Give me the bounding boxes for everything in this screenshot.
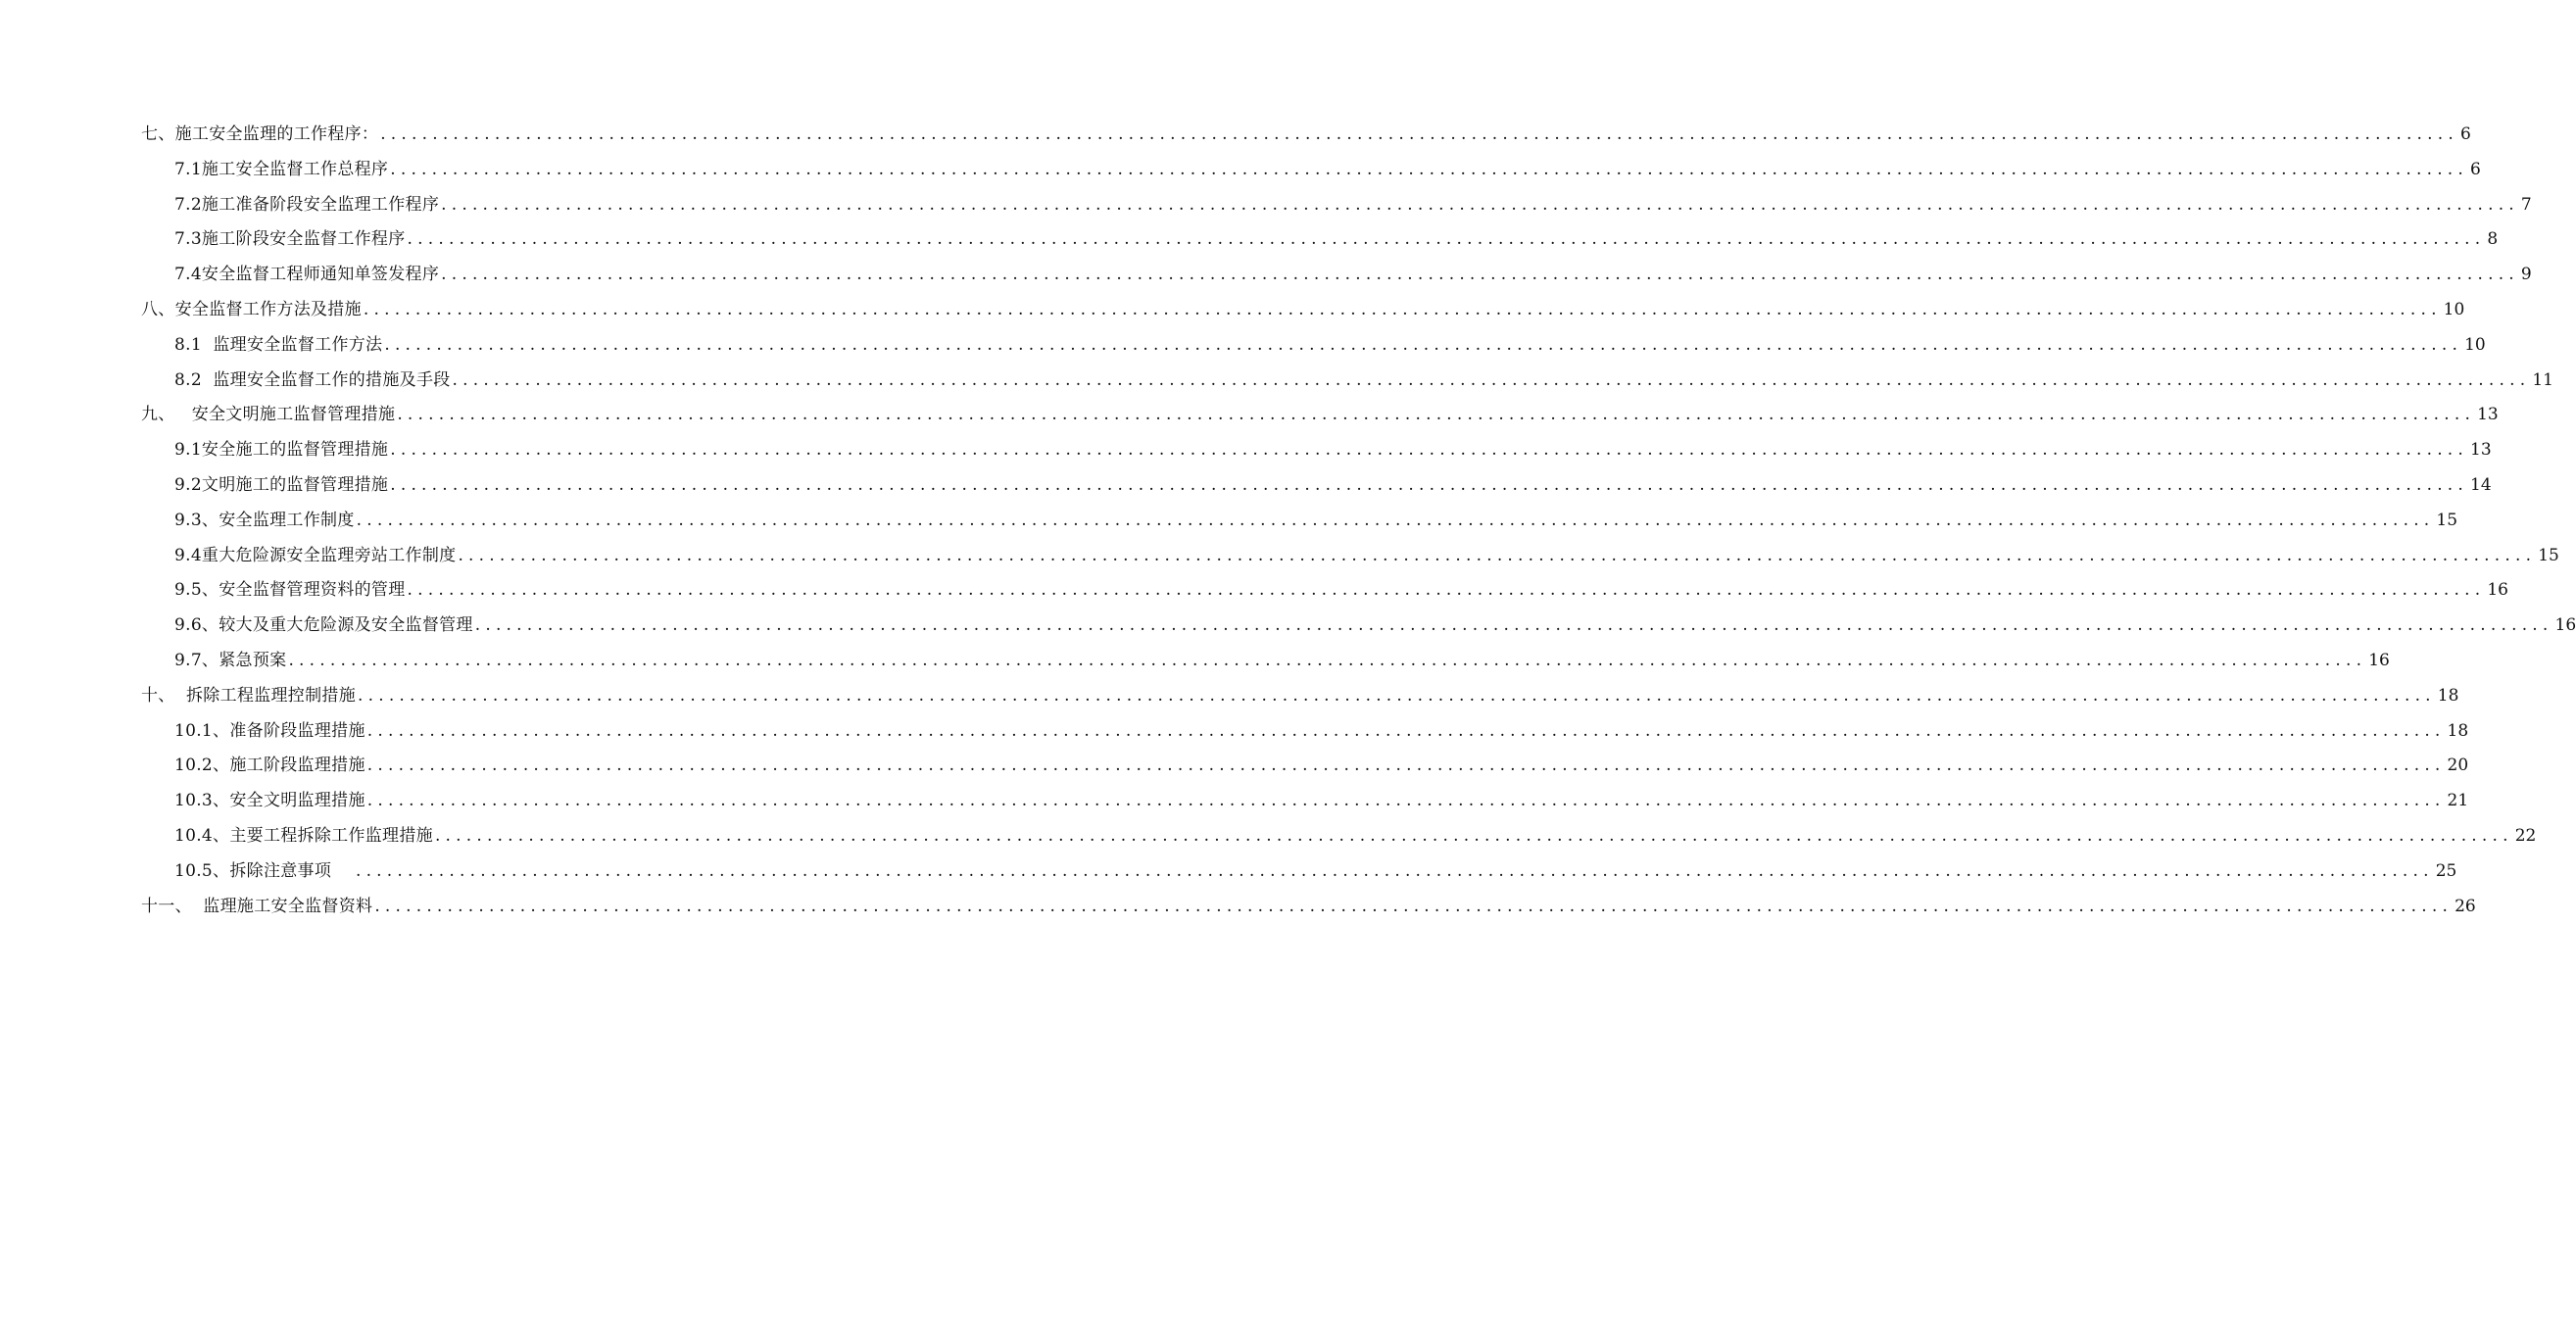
toc-entry[interactable] bbox=[141, 609, 2576, 644]
toc-leader-dots: ........................................................................................................................................................................................................ bbox=[390, 474, 2469, 495]
toc-entry-title: 9.6、较大及重大危险源及安全监督管理 bbox=[174, 615, 473, 636]
toc-entry[interactable] bbox=[141, 573, 2508, 609]
toc-entry[interactable] bbox=[141, 433, 2492, 468]
toc-leader-dots: ........................................................................................................................................................................................................ bbox=[358, 685, 2436, 706]
toc-leader-dots: ........................................................................................................................................................................................................ bbox=[374, 896, 2454, 916]
toc-entry-page: 16 bbox=[2554, 615, 2576, 636]
toc-leader-dots: ........................................................................................................................................................................................................ bbox=[366, 791, 2446, 811]
toc-entry-page: 13 bbox=[2477, 405, 2499, 425]
toc-entry[interactable] bbox=[141, 679, 2459, 714]
toc-leader-dots: ........................................................................................................................................................................................................ bbox=[390, 159, 2469, 179]
toc-entry-title: 7.4安全监督工程师通知单签发程序 bbox=[174, 265, 440, 285]
toc-leader-dots: ........................................................................................................................................................................................................ bbox=[355, 860, 2434, 881]
toc-entry[interactable] bbox=[141, 784, 2469, 819]
toc-entry-title: 9.5、安全监督管理资料的管理 bbox=[174, 580, 406, 601]
toc-entry[interactable] bbox=[141, 714, 2469, 750]
toc-entry-title: 10.3、安全文明监理措施 bbox=[174, 791, 365, 811]
toc-entry-page: 15 bbox=[2538, 545, 2559, 565]
toc-entry-title: 十一、 监理施工安全监督资料 bbox=[141, 896, 373, 916]
toc-entry-page: 14 bbox=[2470, 474, 2492, 495]
toc-entry-title: 9.7、紧急预案 bbox=[174, 650, 287, 670]
toc-leader-dots: ........................................................................................................................................................................................................ bbox=[434, 825, 2513, 846]
toc-entry[interactable] bbox=[141, 890, 2476, 925]
toc-entry-page: 21 bbox=[2447, 791, 2469, 811]
toc-leader-dots: ........................................................................................................................................................................................................ bbox=[458, 545, 2537, 565]
toc-entry-page: 15 bbox=[2436, 510, 2458, 530]
toc-entry[interactable] bbox=[141, 398, 2499, 433]
toc-leader-dots: ........................................................................................................................................................................................................ bbox=[380, 124, 2458, 144]
toc-leader-dots: ........................................................................................................................................................................................................ bbox=[356, 510, 2435, 530]
toc-entry-title: 10.4、主要工程拆除工作监理措施 bbox=[174, 825, 433, 846]
toc-entry[interactable] bbox=[141, 118, 2471, 153]
toc-entry-title: 10.5、拆除注意事项 bbox=[174, 860, 354, 881]
toc-entry[interactable] bbox=[141, 468, 2492, 504]
toc-entry-title: 10.1、准备阶段监理措施 bbox=[174, 720, 365, 741]
toc-entry-title: 8.1 监理安全监督工作方法 bbox=[174, 334, 383, 355]
toc-entry[interactable] bbox=[141, 749, 2469, 784]
toc-leader-dots: ........................................................................................................................................................................................................ bbox=[441, 194, 2519, 215]
toc-leader-dots: ........................................................................................................................................................................................................ bbox=[397, 405, 2476, 425]
toc-entry-page: 26 bbox=[2454, 896, 2476, 916]
toc-entry-page: 22 bbox=[2514, 825, 2537, 846]
toc-entry-page: 16 bbox=[2368, 650, 2390, 670]
toc-entry-title: 9.4重大危险源安全监理旁站工作制度 bbox=[174, 545, 457, 565]
toc-entry-page: 18 bbox=[2447, 720, 2469, 741]
toc-entry[interactable] bbox=[141, 644, 2390, 679]
toc-entry-page: 6 bbox=[2470, 159, 2481, 179]
toc-entry-page: 10 bbox=[2464, 334, 2486, 355]
toc-entry[interactable] bbox=[141, 854, 2457, 890]
toc-entry-title: 九、 安全文明施工监督管理措施 bbox=[141, 405, 396, 425]
table-of-contents bbox=[141, 118, 2576, 924]
toc-entry[interactable] bbox=[141, 188, 2532, 223]
toc-entry-page: 16 bbox=[2487, 580, 2508, 601]
toc-entry-page: 20 bbox=[2447, 756, 2469, 776]
toc-entry-page: 18 bbox=[2437, 685, 2459, 706]
toc-entry-page: 13 bbox=[2470, 440, 2492, 461]
toc-entry-title: 9.2文明施工的监督管理措施 bbox=[174, 474, 389, 495]
toc-leader-dots: ........................................................................................................................................................................................................ bbox=[363, 299, 2442, 319]
toc-entry[interactable] bbox=[141, 364, 2553, 399]
toc-entry-title: 七、施工安全监理的工作程序： bbox=[141, 124, 379, 144]
toc-entry-title: 9.3、安全监理工作制度 bbox=[174, 510, 355, 530]
toc-entry-title: 7.3施工阶段安全监督工作程序 bbox=[174, 229, 406, 250]
toc-entry[interactable] bbox=[141, 539, 2559, 574]
toc-entry-title: 7.1施工安全监督工作总程序 bbox=[174, 159, 389, 179]
toc-leader-dots: ........................................................................................................................................................................................................ bbox=[384, 334, 2463, 355]
toc-entry[interactable] bbox=[141, 258, 2532, 293]
toc-leader-dots: ........................................................................................................................................................................................................ bbox=[407, 229, 2486, 250]
toc-entry-title: 7.2施工准备阶段安全监理工作程序 bbox=[174, 194, 440, 215]
toc-entry-page: 6 bbox=[2459, 124, 2471, 144]
toc-entry-page: 25 bbox=[2435, 860, 2457, 881]
toc-leader-dots: ........................................................................................................................................................................................................ bbox=[288, 650, 2367, 670]
toc-leader-dots: ........................................................................................................................................................................................................ bbox=[366, 720, 2446, 741]
toc-leader-dots: ........................................................................................................................................................................................................ bbox=[390, 440, 2469, 461]
toc-entry[interactable] bbox=[141, 293, 2465, 328]
toc-entry-title: 8.2 监理安全监督工作的措施及手段 bbox=[174, 369, 451, 390]
toc-entry[interactable] bbox=[141, 504, 2458, 539]
toc-entry[interactable] bbox=[141, 819, 2537, 854]
toc-entry-title: 10.2、施工阶段监理措施 bbox=[174, 756, 365, 776]
toc-leader-dots: ........................................................................................................................................................................................................ bbox=[474, 615, 2553, 636]
toc-entry-title: 八、安全监督工作方法及措施 bbox=[141, 299, 362, 319]
toc-leader-dots: ........................................................................................................................................................................................................ bbox=[441, 265, 2519, 285]
toc-leader-dots: ........................................................................................................................................................................................................ bbox=[366, 756, 2446, 776]
toc-entry-page: 8 bbox=[2487, 229, 2499, 250]
toc-leader-dots: ........................................................................................................................................................................................................ bbox=[407, 580, 2486, 601]
toc-entry-title: 9.1安全施工的监督管理措施 bbox=[174, 440, 389, 461]
toc-entry-page: 9 bbox=[2520, 265, 2532, 285]
toc-entry-title: 十、 拆除工程监理控制措施 bbox=[141, 685, 357, 706]
toc-entry[interactable] bbox=[141, 153, 2481, 188]
toc-entry-page: 7 bbox=[2520, 194, 2532, 215]
toc-entry-page: 10 bbox=[2443, 299, 2465, 319]
toc-entry[interactable] bbox=[141, 222, 2499, 258]
toc-entry[interactable] bbox=[141, 328, 2486, 364]
toc-leader-dots: ........................................................................................................................................................................................................ bbox=[452, 369, 2531, 390]
toc-entry-page: 11 bbox=[2532, 369, 2553, 390]
